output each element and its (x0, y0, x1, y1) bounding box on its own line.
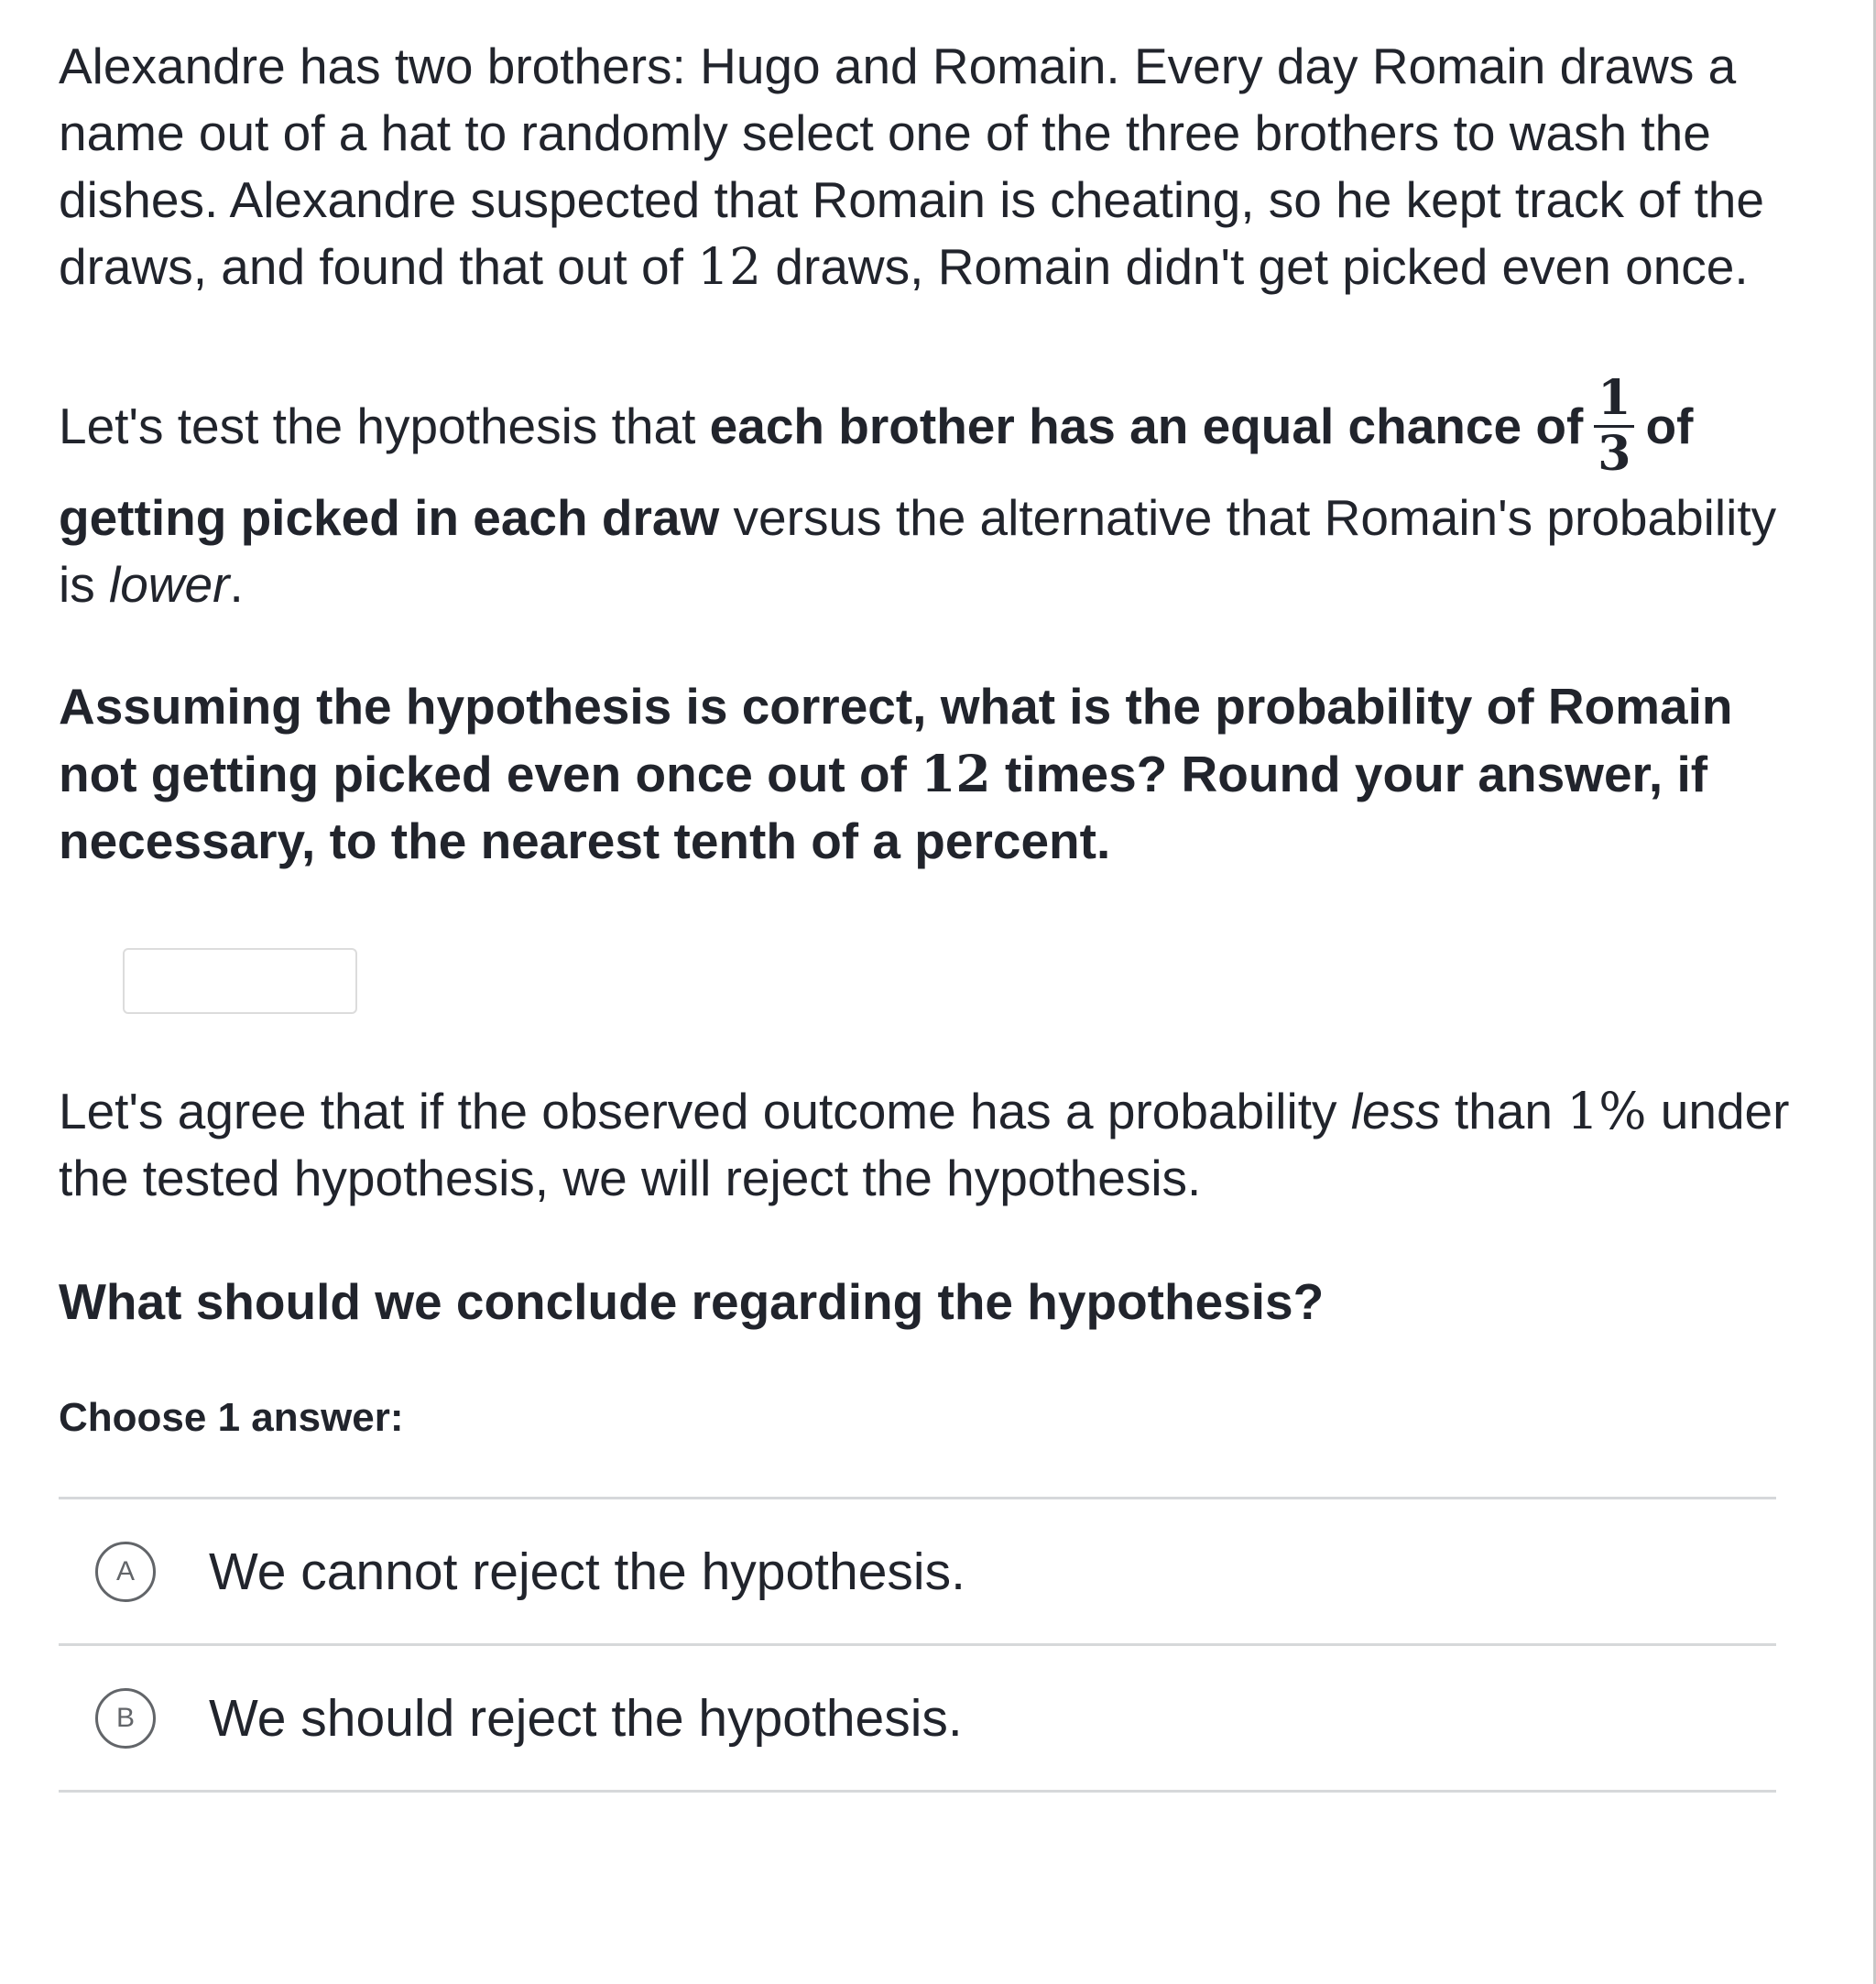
rule-lead: Let's agree that if the observed outcome has a probability (59, 1083, 1351, 1139)
fraction-numerator: 1 (1594, 372, 1634, 428)
rule-mid: than (1440, 1083, 1567, 1139)
question-text-b: times? Round your answer, if necessary, to the nearest tenth of a percent. (59, 746, 1708, 869)
conclusion-question: What should we conclude regarding the hypothesis? (59, 1273, 1325, 1330)
threshold-percent: 1% (1566, 1082, 1647, 1140)
hypothesis-statement (59, 370, 1817, 618)
hypothesis-lead: Let's test the hypothesis that (59, 398, 710, 455)
rejection-rule (59, 1078, 1817, 1212)
hypothesis-bold-2: getting picked in each draw (59, 489, 720, 546)
hypothesis-end: . (229, 556, 244, 613)
hypothesis-mid: versus the alternative that Romain's probability is (59, 489, 1777, 613)
choice-a-label: We cannot reject the hypothesis. (209, 1542, 965, 1601)
question-content (59, 33, 1817, 1793)
choice-b[interactable] (59, 1646, 1776, 1793)
fraction-denominator: 3 (1598, 426, 1631, 482)
one-third-fraction (1594, 372, 1634, 481)
hypothesis-bold-1: each brother has an equal chance of (709, 398, 1584, 455)
probability-answer-input[interactable] (123, 948, 357, 1014)
intro-text-b: draws, Romain didn't get picked even once. (761, 238, 1749, 295)
question-text-a: Assuming the hypothesis is correct, what is the probability of Romain not getting picked even once out of (59, 678, 1733, 802)
hypothesis-line-1 (59, 370, 1817, 485)
rule-italic-less: less (1350, 1083, 1441, 1139)
intro-text-a: Alexandre has two brothers: Hugo and Romain. Every day Romain draws a name out of a hat to randomly select one of the three brothers to wash the dishes. Alexandre suspected that Romain is cheating, so he kept track of the draws, and found that out of (59, 38, 1764, 295)
rule-end: under the tested hypothesis, we will reject the hypothesis. (59, 1083, 1790, 1206)
hypothesis-of-word: of (1645, 398, 1694, 455)
choice-b-label: We should reject the hypothesis. (209, 1688, 963, 1748)
hypothesis-italic-lower: lower (109, 556, 230, 613)
times-count: 12 (921, 744, 991, 803)
choice-a[interactable] (59, 1499, 1776, 1646)
question-text (59, 673, 1817, 875)
choice-b-radio-icon[interactable]: B (95, 1688, 156, 1749)
choice-a-radio-icon[interactable]: A (95, 1542, 156, 1602)
answer-choices (59, 1497, 1776, 1793)
problem-intro (59, 33, 1817, 300)
draws-count: 12 (697, 237, 762, 296)
choose-label: Choose 1 answer: (59, 1395, 404, 1440)
